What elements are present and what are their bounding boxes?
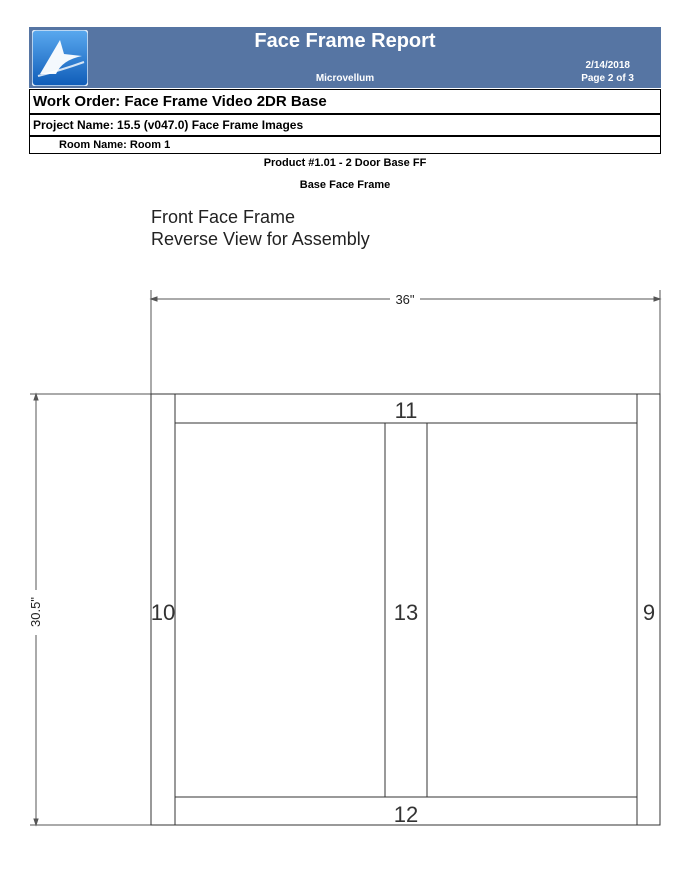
- height-dimension: [30, 394, 151, 825]
- part-label-bottom-rail: 12: [393, 802, 419, 827]
- work-order-row: Work Order: Face Frame Video 2DR Base: [29, 89, 661, 114]
- face-frame-type: Base Face Frame: [299, 179, 391, 191]
- height-dimension-label: 30.5": [28, 597, 43, 627]
- product-title: Product #1.01 - 2 Door Base FF: [263, 157, 427, 169]
- report-date: 2/14/2018: [585, 60, 630, 71]
- part-label-center-stile: 13: [393, 600, 419, 625]
- part-label-left-stile: 10: [150, 600, 176, 625]
- width-dimension-label: 36": [395, 292, 415, 307]
- room-name-row: Room Name: Room 1: [29, 136, 661, 154]
- organization-name: Microvellum: [315, 73, 375, 84]
- caption-line-2: Reverse View for Assembly: [151, 229, 370, 249]
- project-name-row: Project Name: 15.5 (v047.0) Face Frame Images: [29, 114, 661, 136]
- caption-line-1: Front Face Frame: [151, 207, 296, 227]
- part-label-top-rail: 11: [394, 398, 418, 423]
- part-label-right-stile: 9: [642, 600, 656, 625]
- page-number: Page 2 of 3: [581, 73, 634, 84]
- report-title: Face Frame Report: [254, 30, 436, 52]
